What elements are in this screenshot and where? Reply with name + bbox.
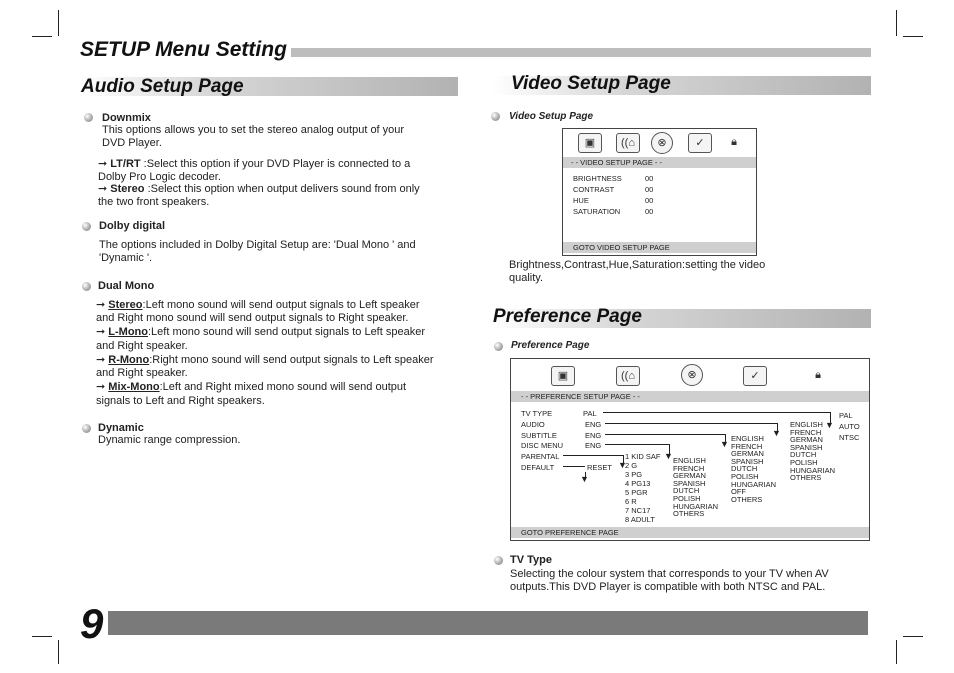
brightness-label: BRIGHTNESS	[573, 174, 622, 183]
dm-stereo-label: Stereo	[108, 299, 143, 311]
stereo-label: Stereo	[110, 183, 145, 195]
mixmono-line	[96, 381, 406, 395]
crop-mark	[58, 10, 59, 36]
video-setup-screen	[562, 128, 757, 256]
option: 3 PG	[625, 470, 643, 479]
discmenu-value: ENG	[585, 441, 602, 450]
option: 4 PG13	[625, 479, 651, 488]
option: HUNGARIAN	[731, 479, 777, 489]
arrow-icon: ▼	[580, 474, 589, 484]
crop-mark	[58, 640, 59, 664]
option: OTHERS	[790, 473, 822, 483]
discmenu-label: DISC MENU	[521, 441, 564, 450]
option: POLISH	[673, 493, 701, 503]
video-desc: Brightness,Contrast,Hue,Saturation:setting the video	[509, 259, 766, 271]
lock-icon: 🔒︎	[731, 136, 737, 148]
option: NTSC	[839, 433, 860, 442]
option: GERMAN	[673, 471, 706, 481]
option: 1 KID SAF	[625, 452, 661, 461]
dm-stereo-text: :Left mono sound will send output signals to Left speaker	[142, 299, 420, 311]
rmono-label: R-Mono	[108, 354, 150, 366]
subtitle-connector	[605, 434, 725, 435]
arrow-icon: ▼	[664, 451, 673, 461]
crop-mark	[903, 36, 923, 37]
dolby-title: Dolby digital	[99, 220, 165, 232]
tvtype-label: TV TYPE	[521, 409, 553, 418]
arrow-icon: ➞	[96, 354, 106, 366]
lmono-text: :Left mono sound will send output signals to Left speaker	[147, 326, 425, 338]
option: GERMAN	[731, 449, 764, 459]
preference-setup-screen	[510, 358, 870, 541]
lmono-text: and Right speaker.	[96, 340, 188, 352]
hue-value: 00	[645, 196, 654, 205]
disc-icon: ⊗	[681, 364, 703, 386]
arrow-icon: ➞	[98, 158, 108, 170]
option: 2 G	[625, 461, 638, 470]
dolby-text: 'Dynamic '.	[99, 252, 153, 264]
option: PAL	[839, 411, 853, 420]
option: AUTO	[839, 422, 860, 431]
subtitle-options	[731, 435, 776, 503]
dm-stereo-line	[96, 299, 420, 313]
bullet-icon	[491, 112, 500, 121]
bullet-icon	[82, 282, 91, 291]
footer-bar	[108, 611, 868, 635]
option: FRENCH	[731, 441, 763, 451]
page-title: SETUP Menu Setting	[80, 38, 291, 62]
dualmono-title: Dual Mono	[98, 280, 155, 292]
ltrt-text: :Select this option if your DVD Player is connected to a	[140, 158, 411, 170]
subtitle-label: SUBTITLE	[521, 431, 557, 440]
option: POLISH	[731, 471, 759, 481]
lmono-label: L-Mono	[108, 326, 148, 338]
option: 5 PGR	[625, 488, 648, 497]
audio-value: ENG	[585, 420, 602, 429]
speaker-icon: ▣	[578, 133, 602, 153]
option: DUTCH	[673, 486, 700, 496]
arrow-icon: ➞	[96, 326, 106, 338]
crop-mark	[903, 636, 923, 637]
rmono-text: :Right mono sound will send output signals to Left speaker	[149, 354, 434, 366]
dolby-text: The options included in Dolby Digital Setup are: 'Dual Mono ' and	[99, 239, 416, 251]
saturation-label: SATURATION	[573, 207, 621, 216]
default-value: RESET	[587, 463, 613, 472]
option: SPANISH	[731, 456, 764, 466]
preference-subheading: Preference Page	[511, 340, 590, 351]
crop-mark	[32, 636, 52, 637]
pref-screen-footer: GOTO PREFERENCE PAGE	[521, 528, 619, 537]
tvtype-text: outputs.This DVD Player is compatible with both NTSC and PAL.	[510, 581, 826, 593]
video-check-icon: ✓	[688, 133, 712, 153]
crop-mark	[896, 640, 897, 664]
option: FRENCH	[790, 427, 822, 437]
option: POLISH	[790, 457, 818, 467]
arrow-icon: ▼	[720, 439, 729, 449]
subtitle-value: ENG	[585, 431, 602, 440]
arrow-icon: ➞	[98, 183, 108, 195]
arrow-icon: ▼	[825, 420, 834, 430]
video-screen-footer: GOTO VIDEO SETUP PAGE	[573, 243, 670, 252]
option: ENGLISH	[673, 456, 706, 465]
parental-connector	[563, 455, 623, 456]
ltrt-text: Dolby Pro Logic decoder.	[98, 171, 221, 183]
bullet-icon	[494, 556, 503, 565]
audio-label: AUDIO	[521, 420, 545, 429]
lock-icon: 🔒︎	[815, 369, 821, 381]
dm-stereo-text: and Right mono sound will send output signals to Right speaker.	[96, 312, 409, 324]
option: HUNGARIAN	[790, 465, 836, 475]
option: 8 ADULT	[625, 515, 655, 524]
video-desc: quality.	[509, 272, 544, 284]
audio-connector	[605, 423, 777, 424]
discmenu-connector	[605, 444, 669, 445]
parental-label: PARENTAL	[521, 452, 560, 461]
audio-wave-icon: ((⌂	[616, 366, 640, 386]
tvtype-value: PAL	[583, 409, 597, 418]
arrow-icon: ▼	[772, 428, 781, 438]
option: OTHERS	[673, 509, 705, 519]
arrow-icon: ➞	[96, 299, 106, 311]
contrast-value: 00	[645, 185, 654, 194]
mixmono-text: :Left and Right mixed mono sound will send output	[159, 381, 407, 393]
option: GERMAN	[790, 435, 823, 445]
downmix-title: Downmix	[102, 112, 151, 124]
dynamic-title: Dynamic	[98, 422, 144, 434]
video-check-icon: ✓	[743, 366, 767, 386]
audio-heading: Audio Setup Page	[81, 76, 244, 97]
tvtype-title: TV Type	[510, 554, 552, 566]
default-connector	[563, 466, 585, 467]
rmono-text: and Right speaker.	[96, 367, 188, 379]
ltrt-label: LT/RT	[110, 158, 141, 170]
stereo-text: the two front speakers.	[98, 196, 210, 208]
option: DUTCH	[731, 464, 758, 474]
option: SPANISH	[673, 478, 706, 488]
stereo-text: :Select this option when output delivers sound from only	[144, 183, 420, 195]
saturation-value: 00	[645, 207, 654, 216]
option: ENGLISH	[790, 420, 823, 429]
bullet-icon	[84, 113, 93, 122]
mixmono-text: signals to Left and Right speakers.	[96, 395, 265, 407]
bullet-icon	[82, 424, 91, 433]
hue-label: HUE	[573, 196, 589, 205]
tvtype-text: Selecting the colour system that corresponds to your TV when AV	[510, 568, 829, 580]
disc-icon: ⊗	[651, 132, 673, 154]
bullet-icon	[494, 342, 503, 351]
option: SPANISH	[790, 442, 823, 452]
dynamic-text: Dynamic range compression.	[98, 434, 241, 446]
video-subheading: Video Setup Page	[509, 111, 594, 122]
downmix-text: DVD Player.	[102, 137, 162, 149]
video-heading: Video Setup Page	[511, 73, 671, 94]
lmono-line	[96, 326, 425, 340]
stereo-line	[98, 183, 420, 197]
option: OTHERS	[731, 494, 763, 504]
video-screen-header: - - VIDEO SETUP PAGE - -	[571, 158, 662, 167]
audio-options	[790, 421, 835, 482]
brightness-value: 00	[645, 174, 654, 183]
audio-wave-icon: ((⌂	[616, 133, 640, 153]
crop-mark	[896, 10, 897, 36]
mixmono-label: Mix-Mono	[108, 381, 160, 393]
downmix-text: This options allows you to set the stereo analog output of your	[102, 124, 405, 136]
option: ENGLISH	[731, 434, 764, 443]
tvtype-options	[839, 410, 860, 443]
page-number: 9	[80, 600, 104, 647]
pref-screen-header: - - PREFERENCE SETUP PAGE - -	[521, 392, 640, 401]
option: OFF	[731, 487, 746, 497]
rmono-line	[96, 354, 434, 368]
crop-mark	[32, 36, 52, 37]
option: 7 NC17	[625, 506, 651, 515]
ltrt-line	[98, 158, 410, 172]
tvtype-connector	[603, 412, 830, 413]
contrast-label: CONTRAST	[573, 185, 615, 194]
option: FRENCH	[673, 463, 705, 473]
default-label: DEFAULT	[521, 463, 555, 472]
option: DUTCH	[790, 450, 817, 460]
discmenu-options	[673, 457, 718, 518]
arrow-icon: ➞	[96, 381, 106, 393]
bullet-icon	[82, 222, 91, 231]
preference-heading: Preference Page	[493, 306, 642, 327]
arrow-icon: ▼	[618, 460, 627, 470]
option: HUNGARIAN	[673, 501, 719, 511]
speaker-icon: ▣	[551, 366, 575, 386]
parental-options	[625, 452, 660, 524]
option: 6 R	[625, 497, 637, 506]
